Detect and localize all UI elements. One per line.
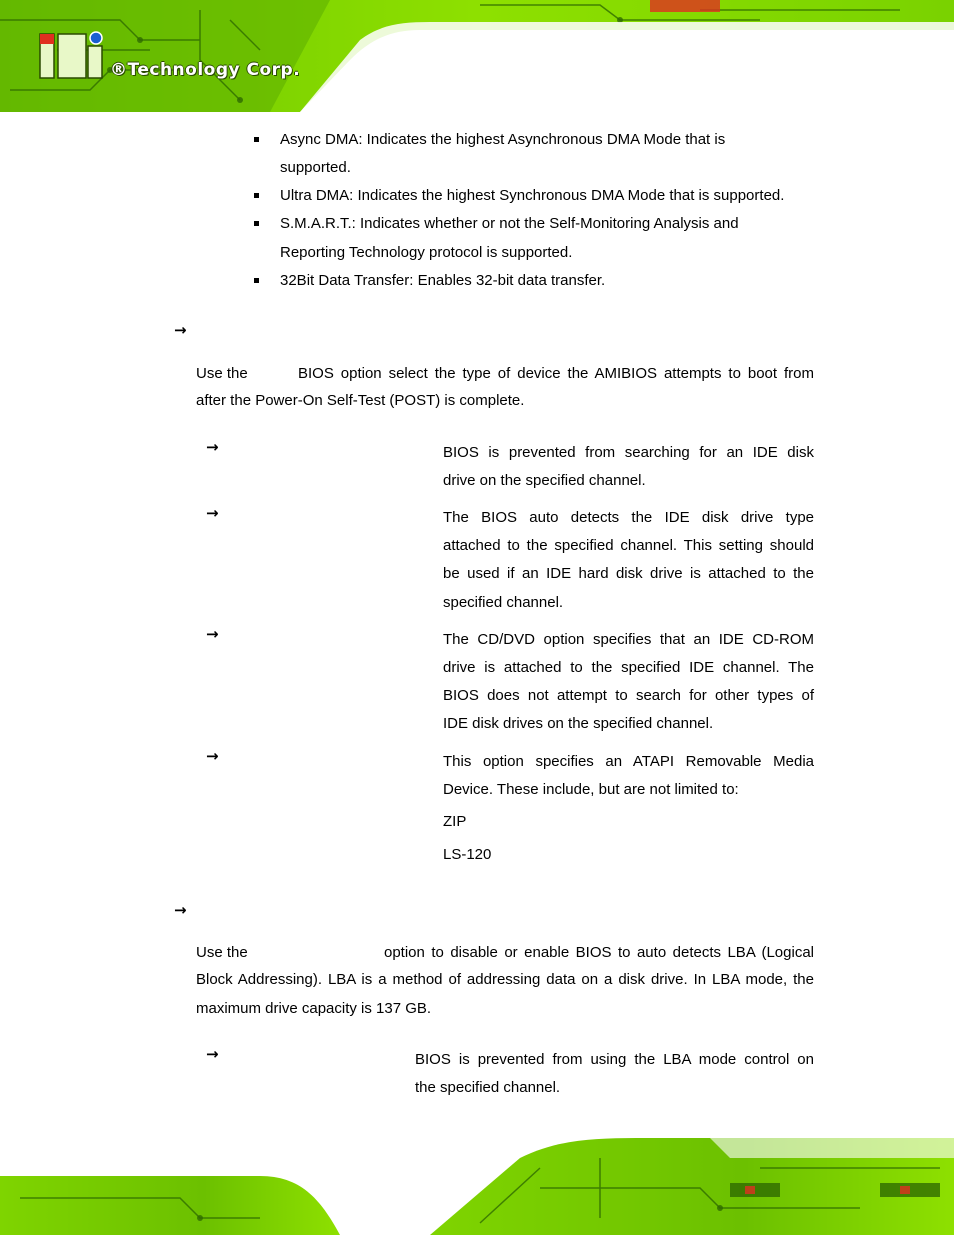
bullet-marker — [254, 193, 259, 198]
option-description: BIOS is prevented from searching for an IDE disk — [443, 444, 814, 461]
option-description: be used if an IDE hard disk drive is attached to the — [443, 565, 814, 582]
bullet-text: Reporting Technology protocol is supported. — [280, 244, 573, 261]
company-logo-text: ®Technology Corp. — [110, 60, 301, 80]
circuit-board-graphic — [0, 0, 954, 112]
bullet-text: supported. — [280, 159, 351, 176]
paragraph-text: option to disable or enable BIOS to auto detects LBA (Logical — [384, 944, 814, 961]
option-arrow-icon: → — [206, 1045, 219, 1063]
option-description: This option specifies an ATAPI Removable Media — [443, 753, 814, 770]
bullet-text: Ultra DMA: Indicates the highest Synchronous DMA Mode that is supported. — [280, 187, 785, 204]
option-description: IDE disk drives on the specified channel. — [443, 715, 714, 732]
option-arrow-icon: → — [206, 625, 219, 643]
option-description: BIOS does not attempt to search for other types of — [443, 687, 814, 704]
bullet-marker — [254, 221, 259, 226]
option-description: The CD/DVD option specifies that an IDE CD-ROM — [443, 631, 814, 648]
option-description: BIOS is prevented from using the LBA mode control on — [415, 1051, 814, 1068]
option-description: drive on the specified channel. — [443, 472, 646, 489]
option-description: the specified channel. — [415, 1079, 561, 1096]
bullet-marker — [254, 137, 259, 142]
option-description: drive is attached to the specified IDE channel. The — [443, 659, 814, 676]
page-footer-banner — [0, 1128, 954, 1235]
paragraph-text: maximum drive capacity is 137 GB. — [196, 1000, 432, 1017]
option-description: Device. These include, but are not limited to: — [443, 781, 739, 798]
paragraph-text: after the Power-On Self-Test (POST) is complete. — [196, 392, 525, 409]
option-description: specified channel. — [443, 594, 564, 611]
paragraph-text: BIOS option select the type of device the AMIBIOS attempts to boot from — [298, 365, 814, 382]
paragraph-text: Use the — [196, 944, 248, 961]
circuit-board-graphic — [0, 1128, 954, 1235]
option-arrow-icon: → — [206, 504, 219, 522]
section-arrow-icon: → — [174, 901, 187, 919]
option-arrow-icon: → — [206, 438, 219, 456]
section-arrow-icon: → — [174, 321, 187, 339]
option-arrow-icon: → — [206, 747, 219, 765]
paragraph-text: Use the — [196, 365, 248, 382]
bullet-marker — [254, 278, 259, 283]
option-description: The BIOS auto detects the IDE disk drive type — [443, 509, 814, 526]
bullet-text: 32Bit Data Transfer: Enables 32-bit data transfer. — [280, 272, 606, 289]
bullet-text: S.M.A.R.T.: Indicates whether or not the Self-Monitoring Analysis and — [280, 215, 739, 232]
device-example: LS-120 — [443, 846, 492, 863]
option-description: attached to the specified channel. This setting should — [443, 537, 814, 554]
paragraph-text: Block Addressing). LBA is a method of addressing data on a disk drive. In LBA mode, the — [196, 971, 814, 988]
device-example: ZIP — [443, 813, 467, 830]
page-header-banner — [0, 0, 954, 112]
bullet-text: Async DMA: Indicates the highest Asynchronous DMA Mode that is — [280, 131, 726, 148]
